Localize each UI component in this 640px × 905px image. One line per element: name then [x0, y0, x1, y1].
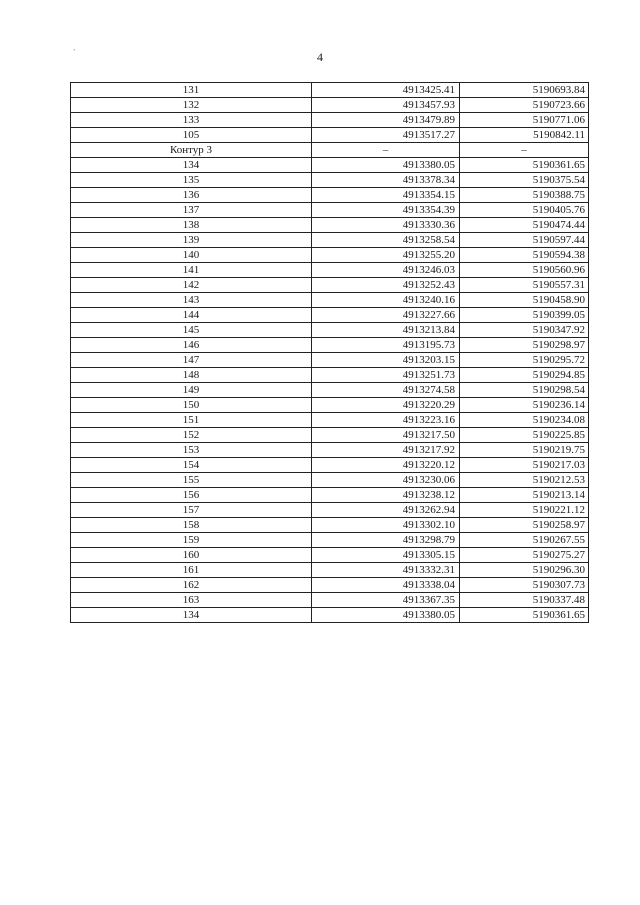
x-coordinate-cell: 4913380.05	[312, 608, 460, 623]
x-coordinate-cell: 4913302.10	[312, 518, 460, 533]
stray-mark: `	[73, 48, 76, 57]
table-row	[71, 293, 589, 308]
y-coordinate-cell: 5190594.38	[460, 248, 589, 263]
point-number-cell: 162	[71, 578, 312, 593]
table-row	[71, 263, 589, 278]
point-number-cell: 158	[71, 518, 312, 533]
point-number-cell: 133	[71, 113, 312, 128]
table-row	[71, 128, 589, 143]
point-number-cell: 144	[71, 308, 312, 323]
table-row	[71, 248, 589, 263]
table-row	[71, 428, 589, 443]
y-coordinate-cell: 5190458.90	[460, 293, 589, 308]
point-number-cell: 138	[71, 218, 312, 233]
point-number-cell: 150	[71, 398, 312, 413]
point-number-cell: 148	[71, 368, 312, 383]
table-row	[71, 503, 589, 518]
point-number-cell: 156	[71, 488, 312, 503]
x-coordinate-cell: 4913338.04	[312, 578, 460, 593]
y-coordinate-cell: 5190399.05	[460, 308, 589, 323]
x-coordinate-cell: 4913274.58	[312, 383, 460, 398]
y-coordinate-cell: 5190388.75	[460, 188, 589, 203]
point-number-cell: 154	[71, 458, 312, 473]
point-number-cell: 142	[71, 278, 312, 293]
table-row	[71, 308, 589, 323]
y-coordinate-cell: 5190723.66	[460, 98, 589, 113]
point-number-cell: 160	[71, 548, 312, 563]
x-coordinate-cell: 4913220.29	[312, 398, 460, 413]
y-coordinate-cell: 5190361.65	[460, 158, 589, 173]
y-coordinate-cell: 5190298.97	[460, 338, 589, 353]
table-row	[71, 518, 589, 533]
point-number-cell: 137	[71, 203, 312, 218]
y-coordinate-cell: 5190212.53	[460, 473, 589, 488]
point-number-cell: 155	[71, 473, 312, 488]
point-number-cell: 143	[71, 293, 312, 308]
table-row	[71, 113, 589, 128]
table-row	[71, 338, 589, 353]
table-row	[71, 533, 589, 548]
table-row	[71, 593, 589, 608]
table-row	[71, 218, 589, 233]
point-number-cell: 140	[71, 248, 312, 263]
point-number-cell: 149	[71, 383, 312, 398]
y-coordinate-cell: 5190307.73	[460, 578, 589, 593]
point-number-cell: Контур 3	[71, 143, 312, 158]
y-coordinate-cell: 5190296.30	[460, 563, 589, 578]
x-coordinate-cell: 4913195.73	[312, 338, 460, 353]
y-coordinate-cell: 5190375.54	[460, 173, 589, 188]
y-coordinate-cell: 5190221.12	[460, 503, 589, 518]
table-row	[71, 173, 589, 188]
x-coordinate-cell: 4913330.36	[312, 218, 460, 233]
point-number-cell: 135	[71, 173, 312, 188]
point-number-cell: 141	[71, 263, 312, 278]
x-coordinate-cell: 4913203.15	[312, 353, 460, 368]
x-coordinate-cell: 4913217.92	[312, 443, 460, 458]
table-row	[71, 353, 589, 368]
y-coordinate-cell: 5190213.14	[460, 488, 589, 503]
point-number-cell: 139	[71, 233, 312, 248]
x-coordinate-cell: 4913246.03	[312, 263, 460, 278]
table-row	[71, 158, 589, 173]
coordinates-table	[70, 82, 589, 623]
x-coordinate-cell: 4913220.12	[312, 458, 460, 473]
table-row	[71, 413, 589, 428]
x-coordinate-cell: 4913479.89	[312, 113, 460, 128]
y-coordinate-cell: 5190771.06	[460, 113, 589, 128]
point-number-cell: 153	[71, 443, 312, 458]
point-number-cell: 163	[71, 593, 312, 608]
x-coordinate-cell: 4913223.16	[312, 413, 460, 428]
y-coordinate-cell: 5190298.54	[460, 383, 589, 398]
x-coordinate-cell: 4913230.06	[312, 473, 460, 488]
y-coordinate-cell: 5190337.48	[460, 593, 589, 608]
y-coordinate-cell: 5190474.44	[460, 218, 589, 233]
x-coordinate-cell: –	[312, 143, 460, 158]
x-coordinate-cell: 4913240.16	[312, 293, 460, 308]
table-row	[71, 188, 589, 203]
x-coordinate-cell: 4913252.43	[312, 278, 460, 293]
x-coordinate-cell: 4913262.94	[312, 503, 460, 518]
x-coordinate-cell: 4913457.93	[312, 98, 460, 113]
x-coordinate-cell: 4913354.15	[312, 188, 460, 203]
x-coordinate-cell: 4913354.39	[312, 203, 460, 218]
x-coordinate-cell: 4913378.34	[312, 173, 460, 188]
y-coordinate-cell: 5190597.44	[460, 233, 589, 248]
x-coordinate-cell: 4913213.84	[312, 323, 460, 338]
table-row	[71, 563, 589, 578]
point-number-cell: 136	[71, 188, 312, 203]
x-coordinate-cell: 4913517.27	[312, 128, 460, 143]
x-coordinate-cell: 4913227.66	[312, 308, 460, 323]
point-number-cell: 152	[71, 428, 312, 443]
point-number-cell: 131	[71, 83, 312, 98]
point-number-cell: 145	[71, 323, 312, 338]
table-row	[71, 473, 589, 488]
y-coordinate-cell: 5190294.85	[460, 368, 589, 383]
point-number-cell: 105	[71, 128, 312, 143]
x-coordinate-cell: 4913238.12	[312, 488, 460, 503]
table-row	[71, 83, 589, 98]
table-row	[71, 383, 589, 398]
table-row	[71, 143, 589, 158]
y-coordinate-cell: 5190267.55	[460, 533, 589, 548]
y-coordinate-cell: 5190557.31	[460, 278, 589, 293]
point-number-cell: 151	[71, 413, 312, 428]
x-coordinate-cell: 4913217.50	[312, 428, 460, 443]
table-row	[71, 608, 589, 623]
table-row	[71, 488, 589, 503]
point-number-cell: 159	[71, 533, 312, 548]
x-coordinate-cell: 4913305.15	[312, 548, 460, 563]
x-coordinate-cell: 4913258.54	[312, 233, 460, 248]
y-coordinate-cell: 5190693.84	[460, 83, 589, 98]
y-coordinate-cell: 5190405.76	[460, 203, 589, 218]
x-coordinate-cell: 4913255.20	[312, 248, 460, 263]
point-number-cell: 134	[71, 608, 312, 623]
point-number-cell: 134	[71, 158, 312, 173]
x-coordinate-cell: 4913380.05	[312, 158, 460, 173]
y-coordinate-cell: 5190234.08	[460, 413, 589, 428]
y-coordinate-cell: 5190225.85	[460, 428, 589, 443]
y-coordinate-cell: 5190842.11	[460, 128, 589, 143]
y-coordinate-cell: 5190560.96	[460, 263, 589, 278]
table-row	[71, 443, 589, 458]
point-number-cell: 132	[71, 98, 312, 113]
point-number-cell: 157	[71, 503, 312, 518]
table-row	[71, 278, 589, 293]
table-row	[71, 203, 589, 218]
y-coordinate-cell: 5190275.27	[460, 548, 589, 563]
y-coordinate-cell: 5190236.14	[460, 398, 589, 413]
y-coordinate-cell: 5190219.75	[460, 443, 589, 458]
y-coordinate-cell: 5190295.72	[460, 353, 589, 368]
point-number-cell: 161	[71, 563, 312, 578]
point-number-cell: 147	[71, 353, 312, 368]
x-coordinate-cell: 4913425.41	[312, 83, 460, 98]
table-row	[71, 398, 589, 413]
table-row	[71, 323, 589, 338]
y-coordinate-cell: 5190361.65	[460, 608, 589, 623]
y-coordinate-cell: 5190217.03	[460, 458, 589, 473]
table-row	[71, 548, 589, 563]
point-number-cell: 146	[71, 338, 312, 353]
table-row	[71, 578, 589, 593]
table-row	[71, 233, 589, 248]
x-coordinate-cell: 4913251.73	[312, 368, 460, 383]
y-coordinate-cell: –	[460, 143, 589, 158]
y-coordinate-cell: 5190347.92	[460, 323, 589, 338]
table-row	[71, 458, 589, 473]
y-coordinate-cell: 5190258.97	[460, 518, 589, 533]
table-row	[71, 98, 589, 113]
coordinates-table-body	[71, 83, 589, 623]
page-number: 4	[317, 50, 323, 64]
table-row	[71, 368, 589, 383]
x-coordinate-cell: 4913298.79	[312, 533, 460, 548]
x-coordinate-cell: 4913367.35	[312, 593, 460, 608]
x-coordinate-cell: 4913332.31	[312, 563, 460, 578]
